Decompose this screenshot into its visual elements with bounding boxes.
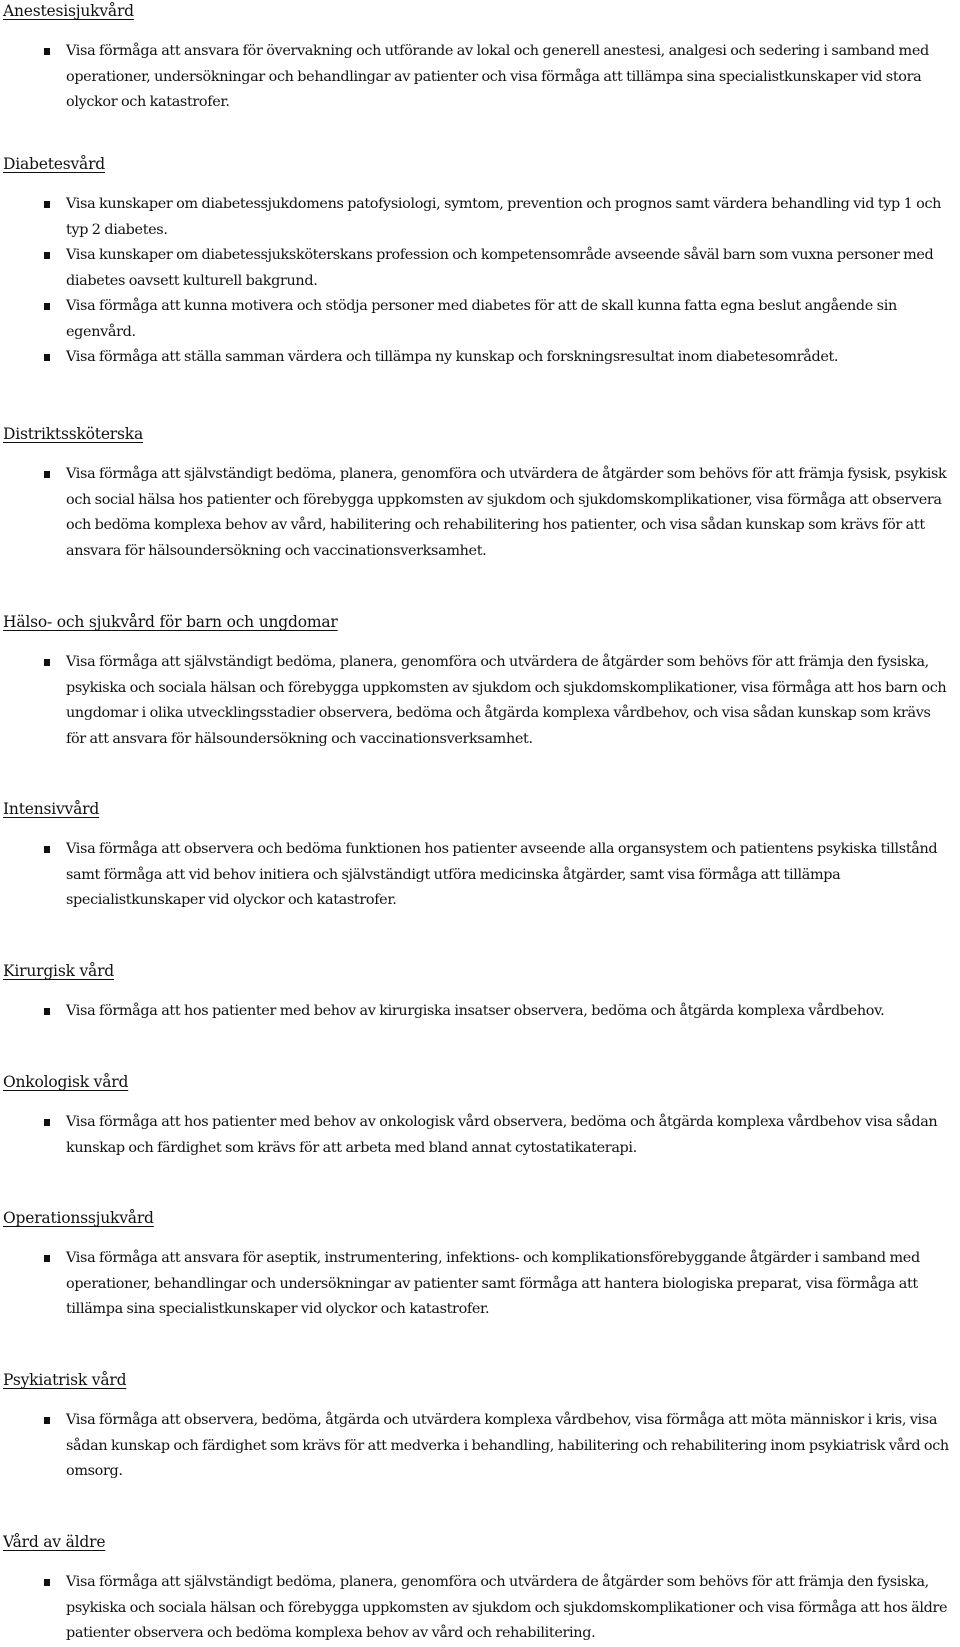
- section-heading: Hälso- och sjukvård för barn och ungdomar: [3, 613, 338, 631]
- list-item-text: Visa förmåga att hos patienter med behov av onkologisk vård observera, bedöma och åtgärda komplexa vårdbehov visa sådan kunskap och färdighet som krävs för att arbeta med bland annat cytostatikaterapi.: [66, 1114, 938, 1156]
- bullet-icon: [44, 1579, 50, 1586]
- bullet-list: [3, 462, 953, 564]
- bullet-icon: [44, 354, 50, 361]
- section-halso-och-sjukvard-barn: [3, 611, 953, 747]
- bullet-icon: [44, 48, 50, 55]
- bullet-icon: [44, 846, 50, 853]
- list-item-text: Visa förmåga att observera, bedöma, åtgärda och utvärdera komplexa vårdbehov, visa förmåga att möta människor i kris, visa sådan kunskap och färdighet som krävs för att medverka i behandling, habilitering och rehabilitering inom psykiatrisk vård och omsorg.: [66, 1412, 949, 1479]
- bullet-list: [3, 192, 953, 371]
- bullet-icon: [44, 1255, 50, 1262]
- section-heading: Diabetesvård: [3, 155, 106, 173]
- list-item: [3, 345, 953, 371]
- list-item: [3, 1246, 953, 1323]
- list-item-text: Visa förmåga att ställa samman värdera och tillämpa ny kunskap och forskningsresultat inom diabetesområdet.: [66, 349, 839, 365]
- bullet-list: [3, 39, 953, 116]
- bullet-list: [3, 1110, 953, 1161]
- bullet-icon: [44, 1119, 50, 1126]
- bullet-list: [3, 1570, 953, 1647]
- list-item: [3, 1110, 953, 1161]
- section-heading: Psykiatrisk vård: [3, 1371, 127, 1389]
- list-item-text: Visa förmåga att hos patienter med behov av kirurgiska insatser observera, bedöma och åtgärda komplexa vårdbehov.: [66, 1003, 885, 1019]
- section-heading: Kirurgisk vård: [3, 962, 115, 980]
- list-item: [3, 837, 953, 914]
- list-item-text: Visa förmåga att kunna motivera och stödja personer med diabetes för att de skall kunna fatta egna beslut angående sin egenvård.: [66, 298, 897, 340]
- section-psykiatrisk-vard: [3, 1369, 953, 1479]
- section-diabetesvard: [3, 153, 953, 365]
- section-heading: Onkologisk vård: [3, 1073, 129, 1091]
- bullet-icon: [44, 471, 50, 478]
- list-item-text: Visa förmåga att självständigt bedöma, planera, genomföra och utvärdera de åtgärder som behövs för att främja den fysiska, psykiska och sociala hälsan och förebygga uppkomsten av sjukdom och sjukdomskomplikationer, visa förmåga att hos barn och ungdomar i olika utvecklingsstadier observera, bedöma och åtgärda komplexa vårdbehov, och visa sådan kunskap som krävs för att ansvara för hälsoundersökning och vaccinationsverksamhet.: [66, 654, 947, 747]
- section-heading: Operationssjukvård: [3, 1209, 154, 1227]
- section-heading: Intensivvård: [3, 800, 100, 818]
- list-item: [3, 1570, 953, 1647]
- list-item: [3, 999, 953, 1025]
- section-heading: Anestesisjukvård: [3, 2, 134, 20]
- section-anestesisjukvard: [3, 0, 953, 110]
- section-intensivvard: [3, 798, 953, 908]
- list-item-text: Visa förmåga att ansvara för övervakning och utförande av lokal och generell anestesi, analgesi och sedering i samband med operationer, undersökningar och behandlingar av patienter och visa förmåga att tillämpa sina specialistkunskaper vid stora olyckor och katastrofer.: [66, 43, 929, 110]
- bullet-icon: [44, 303, 50, 310]
- list-item: [3, 39, 953, 116]
- list-item: [3, 650, 953, 752]
- bullet-list: [3, 1408, 953, 1485]
- section-heading: Vård av äldre: [3, 1533, 106, 1551]
- section-heading: Distriktssköterska: [3, 425, 143, 443]
- bullet-list: [3, 999, 953, 1025]
- list-item-text: Visa förmåga att observera och bedöma funktionen hos patienter avseende alla organsystem och patientens psykiska tillstånd samt förmåga att vid behov initiera och självständigt utföra medicinska åtgärder, samt visa förmåga att tillämpa specialistkunskaper vid olyckor och katastrofer.: [66, 841, 938, 908]
- list-item: [3, 462, 953, 564]
- bullet-list: [3, 650, 953, 752]
- list-item-text: Visa kunskaper om diabetessjuksköterskans profession och kompetensområde avseende såväl barn som vuxna personer med diabetes oavsett kulturell bakgrund.: [66, 247, 934, 289]
- list-item: [3, 1408, 953, 1485]
- list-item: [3, 192, 953, 243]
- list-item: [3, 243, 953, 294]
- section-vard-av-aldre: [3, 1531, 953, 1641]
- bullet-icon: [44, 252, 50, 259]
- bullet-icon: [44, 201, 50, 208]
- bullet-icon: [44, 659, 50, 666]
- bullet-icon: [44, 1008, 50, 1015]
- bullet-icon: [44, 1417, 50, 1424]
- list-item: [3, 294, 953, 345]
- list-item-text: Visa förmåga att ansvara för aseptik, instrumentering, infektions- och komplikationsförebyggande åtgärder i samband med operationer, behandlingar och undersökningar av patienter samt förmåga att hantera biologiska preparat, visa förmåga att tillämpa sina specialistkunskaper vid olyckor och katastrofer.: [66, 1250, 920, 1317]
- section-onkologisk-vard: [3, 1071, 953, 1156]
- list-item-text: Visa kunskaper om diabetessjukdomens patofysiologi, symtom, prevention och prognos samt värdera behandling vid typ 1 och typ 2 diabetes.: [66, 196, 942, 238]
- section-distriktsskoterska: [3, 423, 953, 559]
- list-item-text: Visa förmåga att självständigt bedöma, planera, genomföra och utvärdera de åtgärder som behövs för att främja fysisk, psykisk och social hälsa hos patienter och förebygga uppkomsten av sjukdom och sjukdomskomplikationer, visa förmåga att observera och bedöma komplexa behov av vård, habilitering och rehabilitering hos patienter, och visa sådan kunskap som krävs för att ansvara för hälsoundersökning och vaccinationsverksamhet.: [66, 466, 947, 559]
- section-operationssjukvard: [3, 1207, 953, 1317]
- bullet-list: [3, 1246, 953, 1323]
- list-item-text: Visa förmåga att självständigt bedöma, planera, genomföra och utvärdera de åtgärder som behövs för att främja den fysiska, psykiska och sociala hälsan och förebygga uppkomsten av sjukdom och sjukdomskomplikationer och visa förmåga att hos äldre patienter observera och bedöma komplexa behov av vård och rehabilitering.: [66, 1574, 948, 1641]
- bullet-list: [3, 837, 953, 914]
- section-kirurgisk-vard: [3, 960, 953, 1019]
